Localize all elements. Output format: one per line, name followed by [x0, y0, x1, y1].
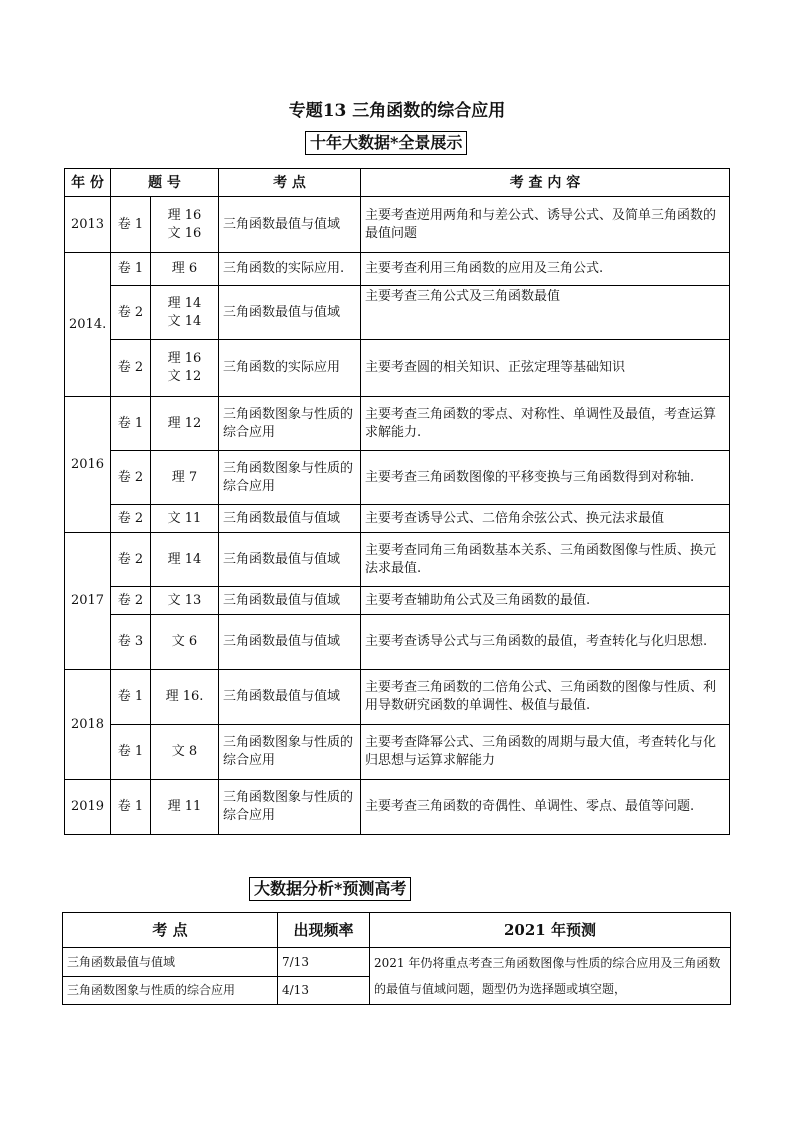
table-row: [65, 615, 730, 670]
exam-point-cell: 三角函数图象与性质的综合应用: [219, 725, 361, 780]
content-cell: 主要考查三角函数的二倍角公式、三角函数的图像与性质、利用导数研究函数的单调性、极值与最值.: [361, 670, 730, 725]
question-cell: 文 11: [151, 505, 219, 533]
exam-point-cell: 三角函数图象与性质的综合应用: [63, 976, 278, 1005]
content-cell: 主要考查逆用两角和与差公式、诱导公式、及简单三角函数的最值问题: [361, 197, 730, 253]
paper-cell: 卷 1: [111, 725, 151, 780]
table-row: [65, 286, 730, 340]
ten-year-data-table: [64, 168, 730, 835]
exam-point-cell: 三角函数最值与值域: [219, 197, 361, 253]
question-cell: 理 11: [151, 780, 219, 835]
table-row: [65, 725, 730, 780]
header-exam-point: 考 点: [219, 169, 361, 197]
exam-point-cell: 三角函数最值与值域: [219, 670, 361, 725]
exam-point-cell: 三角函数最值与值域: [63, 948, 278, 977]
paper-cell: 卷 1: [111, 197, 151, 253]
table-row: [65, 780, 730, 835]
table-row: [65, 505, 730, 533]
page-title: 专题13 三角函数的综合应用: [288, 101, 506, 121]
content-cell: 主要考查同角三角函数基本关系、三角函数图像与性质、换元法求最值.: [361, 533, 730, 587]
exam-point-cell: 三角函数最值与值域: [219, 587, 361, 615]
header-content: 考 查 内 容: [361, 169, 730, 197]
exam-point-cell: 三角函数最值与值域: [219, 533, 361, 587]
header-year: 年 份: [65, 169, 111, 197]
question-cell: 理 14 文 14: [151, 286, 219, 340]
question-cell: 理 16 文 16: [151, 197, 219, 253]
paper-cell: 卷 2: [111, 505, 151, 533]
header-question-no: 题 号: [111, 169, 219, 197]
paper-cell: 卷 1: [111, 397, 151, 451]
paper-cell: 卷 1: [111, 780, 151, 835]
year-cell: 2019: [65, 780, 111, 835]
paper-cell: 卷 2: [111, 587, 151, 615]
table-row: [65, 670, 730, 725]
exam-point-cell: 三角函数图象与性质的综合应用: [219, 397, 361, 451]
content-cell: 主要考查三角函数图像的平移变换与三角函数得到对称轴.: [361, 451, 730, 505]
table-row: [63, 948, 731, 977]
question-cell: 理 16 文 12: [151, 340, 219, 397]
paper-cell: 卷 2: [111, 533, 151, 587]
year-cell: 2018: [65, 670, 111, 780]
paper-cell: 卷 2: [111, 451, 151, 505]
table-row: [65, 197, 730, 253]
question-cell: 文 6: [151, 615, 219, 670]
paper-cell: 卷 1: [111, 253, 151, 286]
year-cell: 2016: [65, 397, 111, 533]
header-forecast: 2021 年预测: [370, 913, 731, 948]
table-row: [65, 340, 730, 397]
question-cell: 理 14: [151, 533, 219, 587]
content-cell: 主要考查辅助角公式及三角函数的最值.: [361, 587, 730, 615]
table-row: [65, 253, 730, 286]
exam-point-cell: 三角函数最值与值域: [219, 505, 361, 533]
question-cell: 理 6: [151, 253, 219, 286]
exam-point-cell: 三角函数最值与值域: [219, 615, 361, 670]
year-cell: 2013: [65, 197, 111, 253]
content-cell: 主要考查圆的相关知识、正弦定理等基础知识: [361, 340, 730, 397]
content-cell: 主要考查诱导公式、二倍角余弦公式、换元法求最值: [361, 505, 730, 533]
question-cell: 文 8: [151, 725, 219, 780]
header-exam-point: 考 点: [63, 913, 278, 948]
paper-cell: 卷 2: [111, 286, 151, 340]
forecast-text: 2021 年仍将重点考查三角函数图像与性质的综合应用及三角函数的最值与值域问题，题型仍为选择题或填空题，: [370, 948, 731, 1005]
exam-point-cell: 三角函数图象与性质的综合应用: [219, 451, 361, 505]
question-cell: 理 12: [151, 397, 219, 451]
content-cell: 主要考查降幂公式、三角函数的周期与最大值，考查转化与化归思想与运算求解能力: [361, 725, 730, 780]
question-cell: 文 13: [151, 587, 219, 615]
question-cell: 理 16.: [151, 670, 219, 725]
table-row: [65, 587, 730, 615]
exam-point-cell: 三角函数最值与值域: [219, 286, 361, 340]
content-cell: 主要考查诱导公式与三角函数的最值，考查转化与化归思想.: [361, 615, 730, 670]
paper-cell: 卷 3: [111, 615, 151, 670]
table-row: [65, 397, 730, 451]
year-cell: 2014.: [65, 253, 111, 397]
section-heading-ten-year-data: 十年大数据*全景展示: [305, 131, 467, 155]
frequency-cell: 7/13: [278, 948, 370, 977]
table-row: [65, 451, 730, 505]
exam-point-cell: 三角函数图象与性质的综合应用: [219, 780, 361, 835]
paper-cell: 卷 1: [111, 670, 151, 725]
year-cell: 2017: [65, 533, 111, 670]
table-row: [65, 533, 730, 587]
forecast-table: [62, 912, 731, 1005]
exam-point-cell: 三角函数的实际应用: [219, 340, 361, 397]
content-cell: 主要考查三角函数的零点、对称性、单调性及最值，考查运算求解能力.: [361, 397, 730, 451]
exam-point-cell: 三角函数的实际应用.: [219, 253, 361, 286]
paper-cell: 卷 2: [111, 340, 151, 397]
table-header-row: [65, 169, 730, 197]
section-heading-forecast: 大数据分析*预测高考: [249, 877, 411, 901]
content-cell: 主要考查三角函数的奇偶性、单调性、零点、最值等问题.: [361, 780, 730, 835]
frequency-cell: 4/13: [278, 976, 370, 1005]
content-cell: 主要考查利用三角函数的应用及三角公式.: [361, 253, 730, 286]
content-cell: 主要考查三角公式及三角函数最值: [361, 286, 730, 340]
table-header-row: [63, 913, 731, 948]
question-cell: 理 7: [151, 451, 219, 505]
header-frequency: 出现频率: [278, 913, 370, 948]
